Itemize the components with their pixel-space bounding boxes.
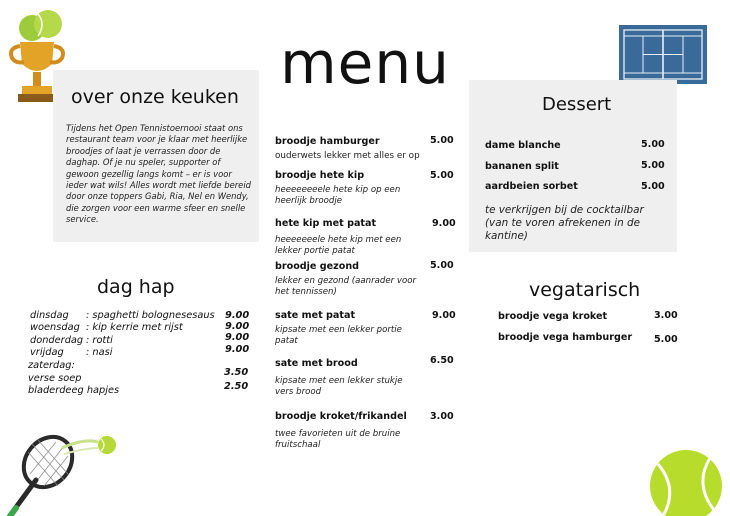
menu-item-price: 6.50 — [430, 355, 454, 366]
menu-item-desc: twee favorieten uit de bruine fruitschaal — [275, 429, 401, 450]
dessert-item-name: aardbeien sorbet — [485, 181, 578, 192]
tennis-racket-icon — [6, 430, 118, 516]
menu-item-price: 9.00 — [432, 310, 456, 321]
vega-heading: vegatarisch — [529, 279, 641, 301]
menu-item-name: broodje hamburger — [275, 136, 380, 147]
menu-item-price: 5.00 — [430, 135, 454, 146]
menu-item-name: hete kip met patat — [275, 218, 377, 229]
menu-item-price: 3.00 — [430, 411, 454, 422]
dessert-note: te verkrijgen bij de cocktailbar (van te voren afrekenen in de kantine) — [485, 204, 644, 242]
daghap-dish: : spaghetti bolognesesaus — [86, 310, 215, 321]
menu-item-price: 5.00 — [430, 260, 454, 271]
menu-item-desc: kipsate met een lekker stukje vers brood — [275, 376, 403, 397]
daghap-extra-price: 2.50 — [224, 381, 249, 392]
daghap-dish: : kip kerrie met rijst — [86, 322, 183, 333]
daghap-price: 9.00 — [225, 344, 250, 355]
about-heading: over onze keuken — [71, 86, 239, 108]
dessert-item-price: 5.00 — [641, 160, 665, 171]
vega-item-name: broodje vega kroket — [498, 311, 608, 322]
dessert-item-name: bananen split — [485, 161, 559, 172]
daghap-day: dinsdag — [30, 310, 69, 321]
daghap-day: donderdag — [30, 335, 84, 346]
daghap-dish: : nasi — [86, 347, 113, 358]
daghap-day: vrijdag — [30, 347, 64, 358]
tennis-ball-icon — [648, 448, 724, 516]
vega-item-name: broodje vega hamburger — [498, 332, 633, 343]
daghap-price: 9.00 — [225, 310, 250, 321]
menu-item-desc: heeeeeeeele hete kip op een heerlijk broodje — [275, 185, 401, 206]
daghap-day: woensdag — [30, 322, 80, 333]
about-panel — [53, 70, 259, 242]
daghap-extra-price: 3.50 — [224, 367, 249, 378]
dessert-panel — [469, 80, 677, 252]
daghap-extra: verse soep — [28, 373, 82, 384]
menu-item-name: broodje kroket/frikandel — [275, 411, 407, 422]
menu-item-name: broodje gezond — [275, 261, 360, 272]
menu-item-desc: lekker en gezond (aanrader voor het tennissen) — [275, 276, 417, 297]
page-title: menu — [280, 29, 450, 97]
menu-item-name: sate met brood — [275, 358, 358, 369]
menu-item-price: 9.00 — [432, 218, 456, 229]
daghap-price: 9.00 — [225, 321, 250, 332]
menu-item-name: sate met patat — [275, 310, 356, 321]
menu-item-price: 5.00 — [430, 170, 454, 181]
menu-item-desc: kipsate met een lekker portie patat — [275, 325, 402, 346]
daghap-zaterdag: zaterdag: — [28, 360, 75, 371]
dessert-item-name: dame blanche — [485, 140, 561, 151]
menu-item-name: broodje hete kip — [275, 170, 365, 181]
daghap-dish: : rotti — [86, 335, 113, 346]
daghap-heading: dag hap — [97, 276, 175, 298]
menu-item-desc: heeeeeeele hete kip met een lekker portie patat — [275, 235, 402, 256]
dessert-item-price: 5.00 — [641, 139, 665, 150]
dessert-item-price: 5.00 — [641, 181, 665, 192]
dessert-heading: Dessert — [542, 94, 612, 115]
daghap-extra: bladerdeeg hapjes — [28, 385, 120, 396]
menu-item-desc: ouderwets lekker met alles er op — [275, 151, 420, 161]
vega-item-price: 5.00 — [654, 334, 678, 345]
vega-item-price: 3.00 — [654, 310, 678, 321]
about-text: Tijdens het Open Tennistoernooi staat ons restaurant team voor je klaar met heerlijke broodjes of laat je verrassen door de daghap. Of je nu speler, supporter of gewoon gezellig langs komt – er is voor ieder wat wils! Alles wordt met liefde bereid door onze toppers Gabi, Ria, Nel en Wendy, die zorgen voor een warme sfeer en snelle service. — [66, 123, 251, 225]
daghap-price: 9.00 — [225, 332, 250, 343]
